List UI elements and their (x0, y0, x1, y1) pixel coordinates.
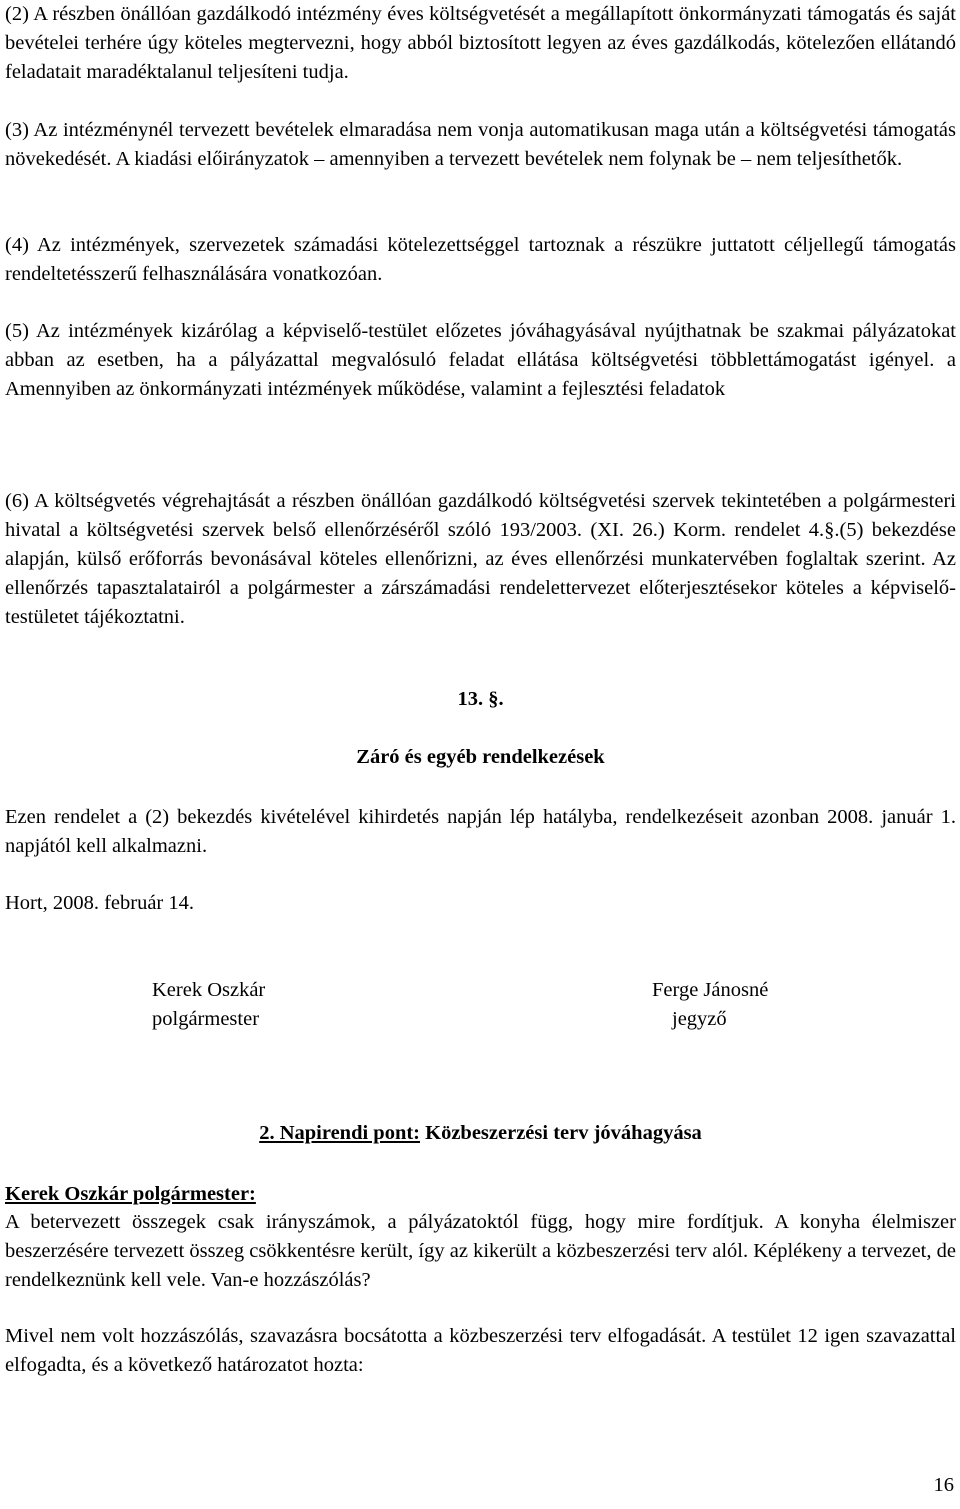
signer-left-title: polgármester (152, 1008, 260, 1030)
paragraph-5: (5) Az intézmények kizárólag a képviselő-testület előzetes jóváhagyásával nyújthatnak be szakmai pályázatokat abban az esetben, ha a pályázattal megvalósuló feladat ellátása költségvetési többlettámogatást igényel. a Amennyiben az önkormányzati intézmények működése, valamint a fejlesztési feladatok (5, 320, 956, 400)
paragraph-3: (3) Az intézménynél tervezett bevételek elmaradása nem vonja automatikusan maga után a költségvetési támogatás növekedését. A kiadási előirányzatok – amennyiben a tervezett bevételek nem folynak be – nem teljesíthetők. (5, 119, 956, 170)
signature-right (652, 976, 768, 1034)
signature-left (152, 976, 265, 1034)
speaker-label: Kerek Oszkár polgármester: (5, 1183, 256, 1205)
signer-left-name: Kerek Oszkár (152, 979, 266, 1001)
closing-text: Ezen rendelet a (2) bekezdés kivételével kihirdetés napján lép hatályba, rendelkezéseit azonban 2008. január 1. napjától kell alkalmazni. (5, 806, 956, 857)
paragraph-6: (6) A költségvetés végrehajtását a részben önállóan gazdálkodó költségvetési szervek tekintetében a polgármesteri hivatal a költségvetési szervek belső ellenőrzéséről szóló 193/2003. (XI. 26.) Korm. rendelet 4.§.(5) bekezdése alapján, külső erőforrás bevonásával köteles ellenőrizni, az éves ellenőrzési munkatervében foglaltak szerint. Az ellenőrzés tapasztalatairól a polgármester a zárszámadási rendelettervezet előterjesztésekor köteles a képviselő-testületet tájékoztatni. (5, 490, 956, 628)
agenda-prefix: 2. Napirendi pont: (259, 1122, 420, 1144)
paragraph-4: (4) Az intézmények, szervezetek számadási kötelezettséggel tartoznak a részükre juttatott céljellegű támogatás rendeltetésszerű felhasználására vonatkozóan. (5, 234, 956, 285)
page-number: 16 (933, 1474, 954, 1496)
paragraph-2: (2) A részben önállóan gazdálkodó intézmény éves költségvetését a megállapított önkormányzati támogatás és saját bevételei terhére úgy köteles megtervezni, hogy abból biztosított legyen az éves gazdálkodás, kötelezően ellátandó feladatait maradéktalanul teljesíteni tudja. (5, 3, 956, 83)
section-title: Záró és egyéb rendelkezések (356, 746, 605, 768)
place-date: Hort, 2008. február 14. (5, 892, 195, 914)
section-number: 13. §. (457, 688, 504, 710)
agenda-heading (5, 1122, 956, 1145)
signer-right-title: jegyző (672, 1008, 727, 1030)
signer-right-name: Ferge Jánosné (652, 979, 769, 1001)
agenda-title: Közbeszerzési terv jóváhagyása (425, 1122, 702, 1144)
vote-text: Mivel nem volt hozzászólás, szavazásra bocsátotta a közbeszerzési terv elfogadását. A testület 12 igen szavazattal elfogadta, és a következő határozatot hozta: (5, 1325, 956, 1376)
speech-text: A betervezett összegek csak irányszámok, a pályázatoktól függ, hogy mire fordítjuk. A konyha élelmiszer beszerzésére tervezett összeg csökkentésre került, így az kikerült a közbeszerzési terv alól. Képlékeny a tervezet, de rendelkeznünk kell vele. Van-e hozzászólás? (5, 1211, 956, 1291)
